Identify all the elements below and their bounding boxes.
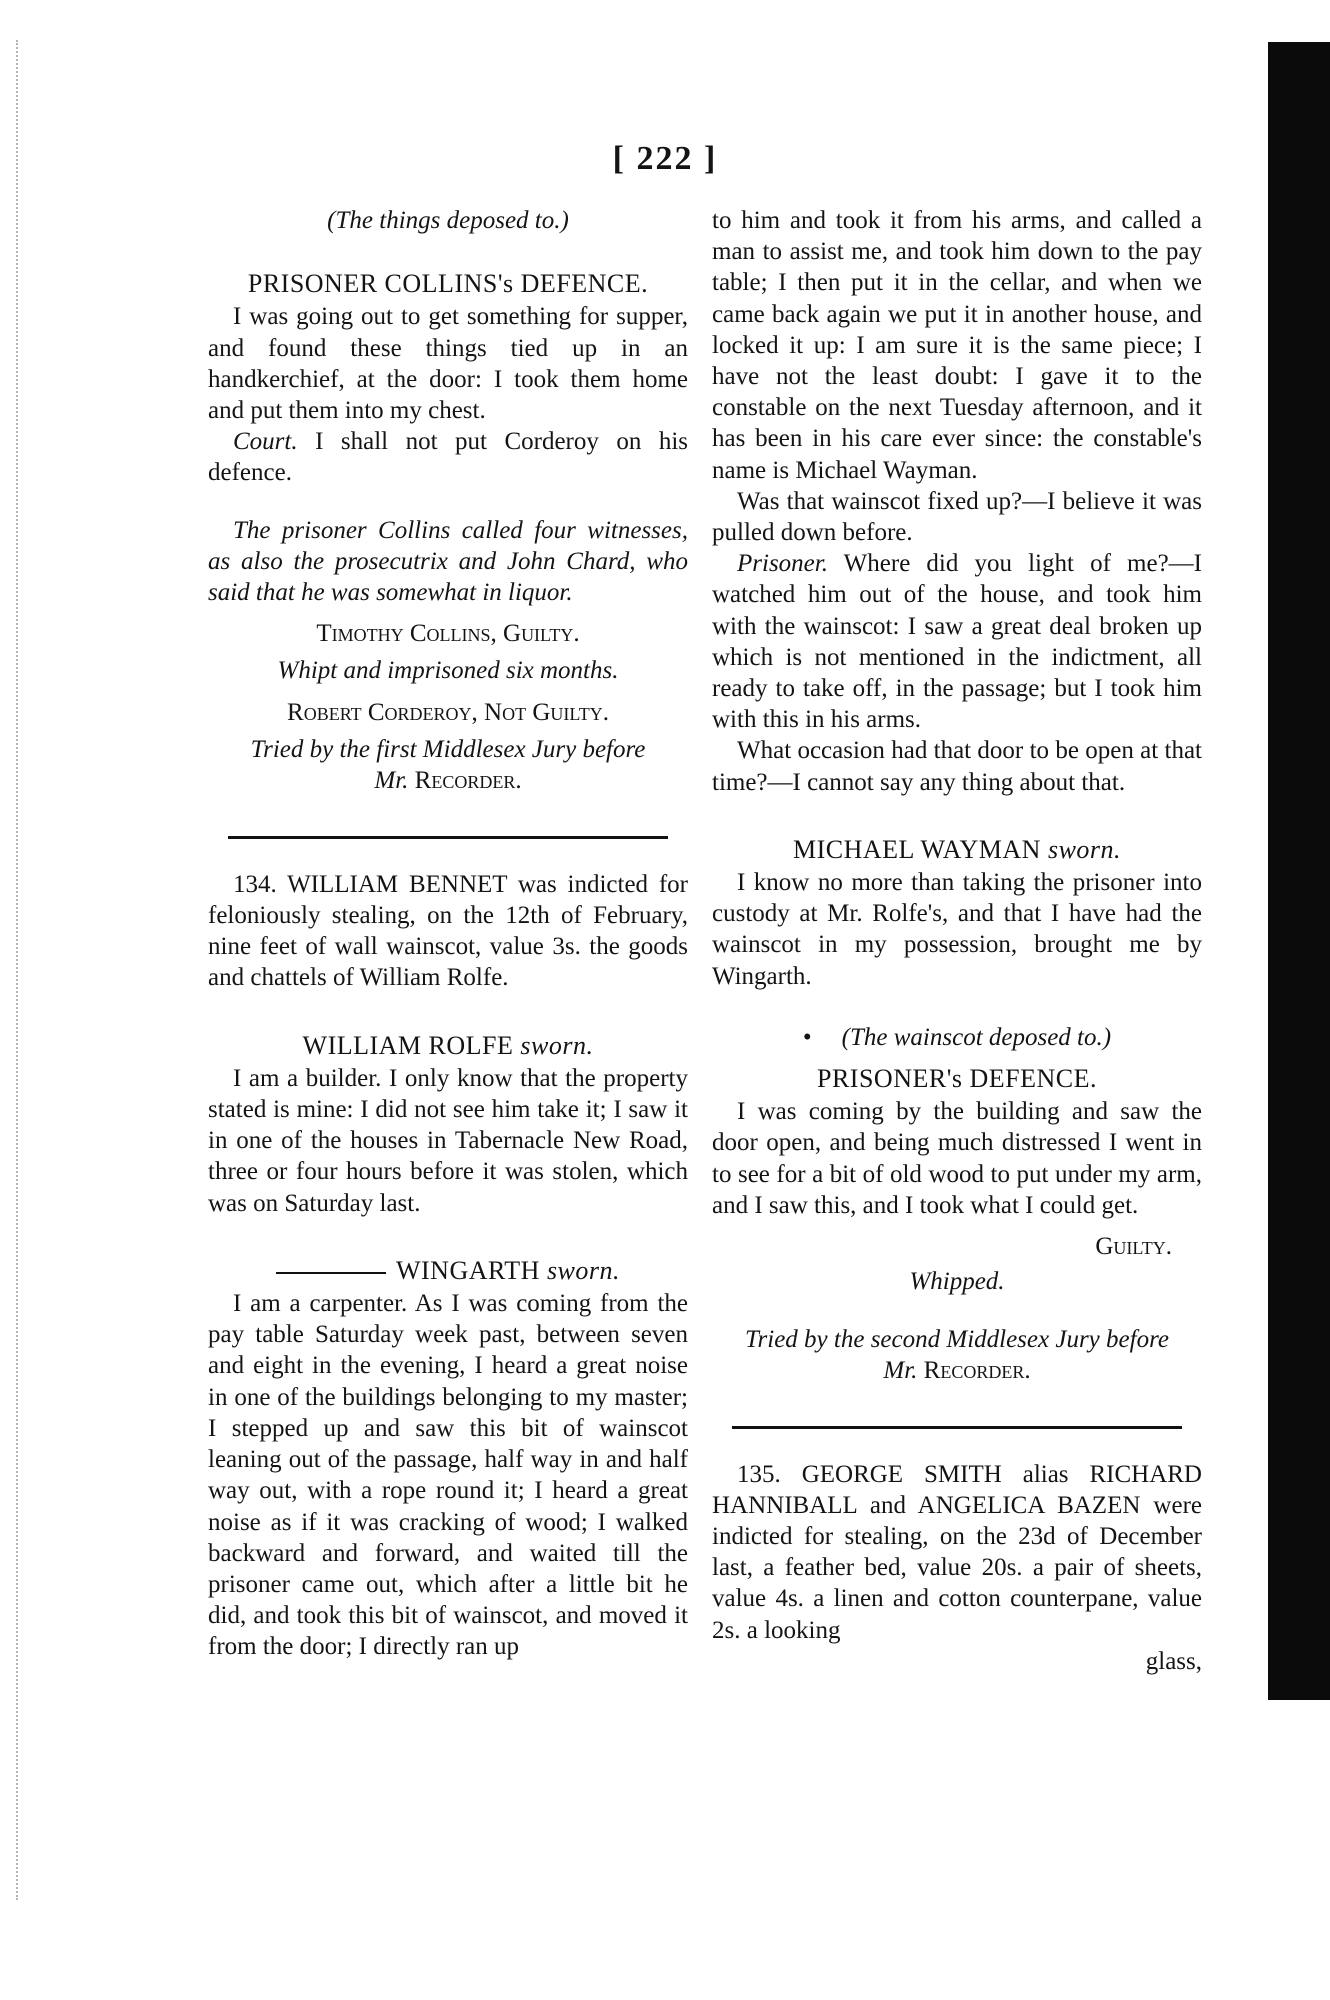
rolfe-sworn: sworn. <box>520 1030 594 1060</box>
case-135-text: 135. GEORGE SMITH alias RICHARD HANNIBALL and ANGELICA BAZEN were indicted for stealing, on the 23d of December last, a feather bed, value 20s. a pair of sheets, value 4s. a linen and cotton counterpane, value 2s. a looking <box>712 1460 1202 1644</box>
wainscot-deposed-note <box>712 1022 1202 1053</box>
left-column <box>208 205 688 1663</box>
verdict-corderoy: Robert Corderoy, Not Guilty. <box>287 698 609 726</box>
wingarth-sworn-heading <box>208 1255 688 1286</box>
witnesses-note: The prisoner Collins called four witnesses, as also the prosecutrix and John Chard, who said that he was somewhat in liquor. <box>208 516 688 607</box>
question-wainscot-fixed: Was that wainscot fixed up?—I believe it was pulled down before. <box>712 487 1202 547</box>
prisoner-question <box>712 548 1202 735</box>
wainscot-deposed-text: (The wainscot deposed to.) <box>841 1023 1112 1051</box>
wingarth-testimony: I am a carpenter. As I was coming from the pay table Saturday week past, between seven and eight in the evening, I heard a great noise in one of the buildings belonging to my master; I stepped up and saw this bit of wainscot leaning out of the passage, half way in and half way out, with a rope round it; I heard a great noise as if it was cracking of wood; I walked backward and forward, and waited till the prisoner came out, which after a little bit he did, and took this bit of wainscot, and moved it from the door; I directly ran up <box>208 1290 688 1661</box>
court-speaker: Court. <box>233 428 298 456</box>
court-text: I shall not put Corderoy on his defence. <box>208 428 689 487</box>
wayman-sworn: sworn. <box>1047 834 1122 864</box>
tried-before-second-jury <box>712 1324 1202 1386</box>
catchword: glass, <box>1145 1647 1202 1675</box>
page-number-header: [ 222 ] <box>612 140 718 177</box>
binding-gutter-marks <box>16 40 42 1900</box>
tried-recorder-right: Recorder. <box>923 1356 1031 1384</box>
section-divider-rule-right <box>732 1426 1182 1429</box>
question-door-open: What occasion had that door to be open at that time?—I cannot say any thing about that. <box>712 737 1202 796</box>
wayman-testimony: I know no more than taking the prisoner into custody at Mr. Rolfe's, and that I have had the wainscot in my possession, brought me by Wingarth. <box>712 869 1202 990</box>
heading-dash <box>276 1272 386 1274</box>
tried-mr: Mr. <box>374 766 409 794</box>
rolfe-name: WILLIAM ROLFE <box>302 1030 514 1060</box>
section-divider-rule <box>228 836 668 839</box>
prisoner-defence-heading: PRISONER's DEFENCE. <box>817 1064 1097 1094</box>
sentence-collins: Whipt and imprisoned six months. <box>277 657 619 685</box>
verdict-bennet: Guilty. <box>1095 1233 1172 1261</box>
wayman-name: MICHAEL WAYMAN <box>792 834 1041 864</box>
rolfe-sworn-heading <box>208 1030 688 1061</box>
court-remark <box>208 426 688 488</box>
collins-defence-heading: PRISONER COLLINS's DEFENCE. <box>247 269 649 299</box>
scan-edge-shadow <box>1268 42 1330 1700</box>
collins-defence-text: I was going out to get something for supper, and found these things tied up in an handkerchief, at the door: I took them home and put them into my chest. <box>208 303 688 425</box>
wingarth-name: WINGARTH <box>395 1255 540 1285</box>
prisoner-speaker: Prisoner. <box>737 550 828 578</box>
tried-line-1: Tried by the first Middlesex Jury before <box>250 735 646 763</box>
verdict-collins: Timothy Collins, Guilty. <box>316 620 580 648</box>
sentence-bennet: Whipped. <box>909 1268 1005 1296</box>
tried-mr-right: Mr. <box>883 1356 918 1384</box>
rolfe-testimony: I am a builder. I only know that the property stated is mine: I did not see him take it; I saw it in one of the houses in Tabernacle New Road, three or four hours before it was stolen, which was on Saturday last. <box>208 1064 688 1217</box>
case-134-text: 134. WILLIAM BENNET was indicted for feloniously stealing, on the 12th of February, nine feet of wall wainscot, value 3s. the goods and chattels of William Rolfe. <box>208 870 688 992</box>
wayman-sworn-heading <box>712 834 1202 865</box>
continued-testimony: to him and took it from his arms, and called a man to assist me, and took him down to the pay table; I then put it in the cellar, and when we came back again we put it in another house, and locked it up: I am sure it is the same piece; I have not the least doubt: I gave it to the constable on the next Tuesday afternoon, and it has been in his care ever since: the constable's name is Michael Wayman. <box>712 207 1202 484</box>
tried-line-1-right: Tried by the second Middlesex Jury before <box>745 1325 1169 1353</box>
bullet-mark: • <box>802 1023 812 1051</box>
prisoner-question-text: Where did you light of me?—I watched him out of the house, and took him with the wainscot: I saw a great deal broken up which is not mentioned in the indictment, all ready to take off, in the passage; but I took him with this in his arms. <box>712 550 1202 734</box>
tried-recorder: Recorder. <box>414 766 522 794</box>
tried-before-first-jury <box>208 734 688 796</box>
right-column <box>712 205 1202 1677</box>
wingarth-sworn: sworn. <box>546 1255 621 1285</box>
prisoner-defence-text: I was coming by the building and saw the door open, and being much distressed I went in to see for a bit of old wood to put under my arm, and I saw this, and I took what I could get. <box>712 1098 1202 1219</box>
things-deposed-note: (The things deposed to.) <box>327 207 569 234</box>
